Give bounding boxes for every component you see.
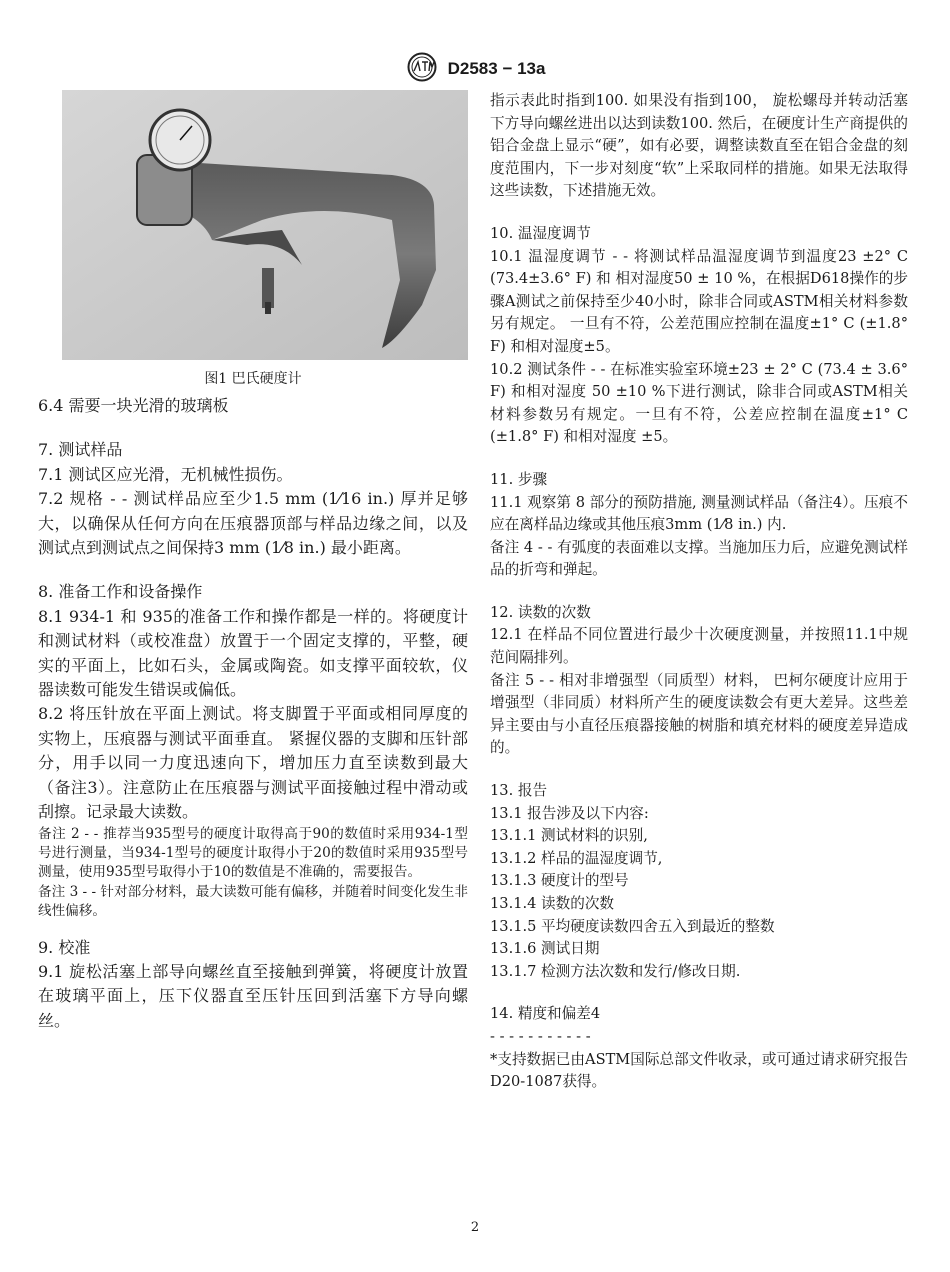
list-item: 13.1.3 硬度计的型号	[490, 872, 629, 890]
heading-10: 10. 温湿度调节	[490, 224, 591, 242]
list-item: 13.1.1 测试材料的识别,	[490, 827, 648, 845]
heading-9: 9. 校准	[38, 937, 91, 957]
note-4: 备注 4 - - 有弧度的表面难以支撑。当施加压力后，应避免测试样品的折弯和弹起。	[490, 538, 908, 579]
note-2: 备注 2 - - 推荐当935型号的硬度计取得高于90的数值时采用934-1型号进行测量，当934-1型号的硬度计取得小于20的数值时采用935型号测量，使用935型号取得小于10的数值是不准确的，需要报告。	[38, 825, 468, 881]
list-item: 13.1.7 检测方法次数和发行/修改日期.	[490, 962, 741, 980]
heading-7: 7. 测试样品	[38, 440, 123, 460]
astm-logo-icon	[405, 52, 439, 86]
heading-8: 8. 准备工作和设备操作	[38, 582, 203, 602]
paragraph-11-1: 11.1 观察第 8 部分的预防措施, 测量测试样品（备注4）。压痕不应在离样品边缘或其他压痕3mm (1⁄8 in.) 内.	[490, 493, 908, 534]
barcol-hardness-tester-photo	[62, 90, 468, 360]
list-item: 13.1.4 读数的次数	[490, 895, 615, 912]
page-header	[0, 52, 950, 86]
paragraph-13-1: 13.1 报告涉及以下内容:	[490, 804, 649, 822]
paragraph-7-1: 7.1 测试区应光滑，无机械性损伤。	[38, 464, 293, 484]
left-column	[38, 90, 468, 1033]
paragraph-6-4: 6.4 需要一块光滑的玻璃板	[38, 396, 229, 415]
note-3: 备注 3 - - 针对部分材料，最大读数可能有偏移，并随着时间变化发生非线性偏移。	[38, 883, 468, 920]
paragraph-12-1: 12.1 在样品不同位置进行最少十次硬度测量，并按照11.1中规范间隔排列。	[490, 626, 908, 667]
paragraph-10-1: 10.1 温湿度调节 - - 将测试样品温湿度调节到温度23 ±2° C (73.4±3.6° F) 和 相对湿度50 ± 10 %，在根据D618操作的步骤A测试之前保持至少40小时，除非合同或ASTM相关材料参数另有规定。 一旦有不符，公差范围应控制在温度±1° C (±1.8° F) 和相对湿度±5。	[490, 247, 908, 355]
footnote: *支持数据已由ASTM国际总部文件收录，或可通过请求研究报告D20-1087获得。	[490, 1050, 908, 1091]
list-item: 13.1.2 样品的温湿度调节,	[490, 849, 663, 867]
list-item: 13.1.5 平均硬度读数四舍五入到最近的整数	[490, 917, 775, 935]
list-item: 13.1.6 测试日期	[490, 940, 600, 958]
right-column	[490, 90, 908, 1094]
heading-14: 14. 精度和偏差4	[490, 1005, 601, 1023]
standard-code: D2583 − 13a	[447, 59, 546, 78]
paragraph-8-2: 8.2 将压针放在平面上测试。将支脚置于平面或相同厚度的实物上，压痕器与测试平面垂直。 紧握仪器的支脚和压针部分，用手以同一力度迅速向下，增加压力直至读数到最大（备注3）。注意防止在压痕器与测试平面接触过程中滑动或刮擦。记录最大读数。	[38, 704, 468, 822]
paragraph-9-1: 9.1 旋松活塞上部导向螺丝直至接触到弹簧，将硬度计放置在玻璃平面上，压下仪器直至压针压回到活塞下方导向螺丝。	[38, 961, 468, 1030]
figure-caption: 图1 巴氏硬度计	[204, 371, 302, 387]
paragraph-7-2: 7.2 规格 - - 测试样品应至少1.5 mm (1⁄16 in.) 厚并足够大，以确保从任何方向在压痕器顶部与样品边缘之间，以及测试点到测试点之间保持3 mm (1⁄8 in.) 最小距离。	[38, 489, 468, 558]
paragraph-8-1: 8.1 934-1 和 935的准备工作和操作都是一样的。将硬度计和测试材料（或校准盘）放置于一个固定支撑的，平整，硬实的平面上，比如石头，金属或陶瓷。如支撑平面较软，仪器读数可能发生错误或偏低。	[38, 606, 468, 700]
heading-12: 12. 读数的次数	[490, 603, 591, 621]
note-5: 备注 5 - - 相对非增强型（同质型）材料， 巴柯尔硬度计应用于增强型（非同质）材料所产生的硬度读数会有更大差异。这些差异主要由与小直径压痕器接触的树脂和填充材料的硬度差异造成的。	[490, 671, 908, 757]
heading-11: 11. 步骤	[490, 470, 548, 488]
heading-13: 13. 报告	[490, 782, 548, 800]
paragraph-10-2: 10.2 测试条件 - - 在标准实验室环境±23 ± 2° C (73.4 ± 3.6° F) 和相对湿度 50 ±10 %下进行测试，除非合同或ASTM相关材料参数另有规定。一旦有不符，公差应控制在温度±1° C (±1.8° F) 和相对湿度 ±5。	[490, 360, 908, 446]
paragraph-9-1-continued: 指示表此时指到100. 如果没有指到100， 旋松螺母并转动活塞下方导向螺丝进出以达到读数100. 然后，在硬度计生产商提供的铝合金盘上显示“硬”，如有必要，调整读数直至在铝合金盘的刻度范围内，下一步对刻度“软”上采取同样的措施。如果无法取得这些读数，下述措施无效。	[490, 92, 908, 200]
page-number: 2	[470, 1220, 480, 1235]
footnote-rule: - - - - - - - - - - -	[490, 1027, 591, 1045]
